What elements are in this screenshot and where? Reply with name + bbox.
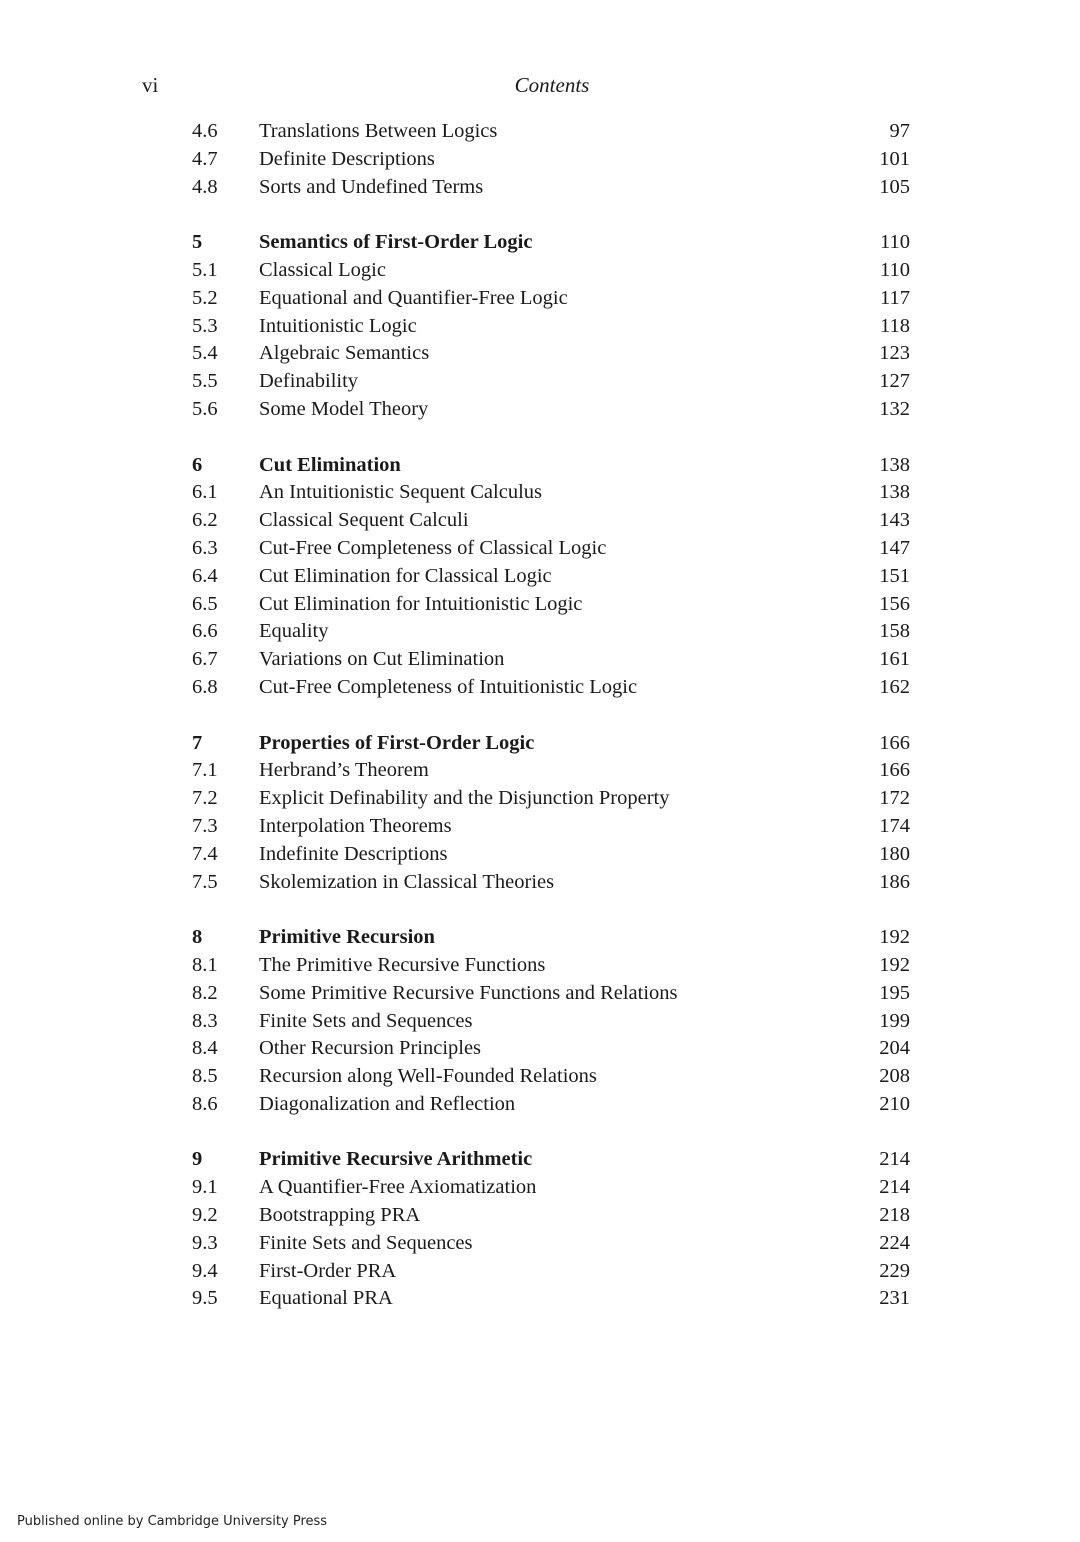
page-number: vi [142,73,159,97]
toc-entry-number: 4.7 [192,147,218,170]
toc-section-entry[interactable] [0,368,1080,396]
toc-entry-title: Cut Elimination for Classical Logic [259,564,552,587]
toc-entry-title: Algebraic Semantics [259,342,430,365]
toc-entry-page: 229 [879,1259,910,1282]
toc-entry-page: 192 [879,953,910,976]
toc-entry-title: Indefinite Descriptions [259,842,448,865]
toc-section-entry[interactable] [0,1230,1080,1258]
toc-entry-title: Skolemization in Classical Theories [259,870,555,893]
toc-entry-number: 8.4 [192,1037,218,1060]
toc-section-entry[interactable] [0,146,1080,174]
toc-entry-title: Explicit Definability and the Disjunction Property [259,787,670,810]
toc-entry-title: Semantics of First-Order Logic [259,231,533,254]
toc-entry-page: 204 [879,1037,910,1060]
toc-section-entry[interactable] [0,1202,1080,1230]
toc-section-entry[interactable] [0,257,1080,285]
toc-section-entry[interactable] [0,313,1080,341]
toc-entry-number: 7.3 [192,814,218,837]
toc-entry-title: Cut Elimination for Intuitionistic Logic [259,592,583,615]
toc-entry-title: First-Order PRA [259,1259,397,1282]
toc-entry-number: 6.3 [192,536,218,559]
running-head: Contents [514,73,590,97]
toc-entry-page: 110 [880,258,910,281]
toc-entry-page: 117 [880,286,910,309]
toc-entry-number: 5.4 [192,342,218,365]
toc-section-entry[interactable] [0,1091,1080,1119]
toc-entry-page: 127 [879,370,910,393]
toc-entry-number: 7 [192,731,203,754]
toc-entry-page: 174 [879,814,910,837]
toc-entry-number: 7.2 [192,787,218,810]
toc-section-entry[interactable] [0,1008,1080,1036]
toc-entry-number: 6.2 [192,509,218,532]
toc-entry-title: Some Model Theory [259,397,429,420]
toc-entry-page: 132 [879,397,910,420]
toc-entry-page: 123 [879,342,910,365]
toc-entry-number: 8.6 [192,1092,218,1115]
toc-entry-number: 8.5 [192,1065,218,1088]
toc-entry-number: 5.1 [192,258,218,281]
toc-section-entry[interactable] [0,813,1080,841]
toc-section-entry[interactable] [0,1063,1080,1091]
toc-entry-number: 7.5 [192,870,218,893]
toc-entry-page: 138 [879,481,910,504]
toc-entry-page: 208 [879,1065,910,1088]
toc-entry-page: 101 [879,147,910,170]
toc-entry-page: 192 [879,926,910,949]
toc-entry-title: Diagonalization and Reflection [259,1092,516,1115]
toc-chapter-entry[interactable] [0,730,1080,758]
toc-entry-number: 6.6 [192,620,218,643]
toc-entry-number: 5.3 [192,314,218,337]
toc-entry-title: Bootstrapping PRA [259,1204,421,1227]
toc-entry-number: 5.2 [192,286,218,309]
toc-section-entry[interactable] [0,1285,1080,1313]
toc-chapter-entry[interactable] [0,229,1080,257]
toc-section-entry[interactable] [0,618,1080,646]
toc-section-entry[interactable] [0,285,1080,313]
toc-entry-title: Equality [259,620,329,643]
publisher-footer: Published online by Cambridge University Press [17,1514,328,1529]
toc-section-entry[interactable] [0,757,1080,785]
toc-entry-title: Cut-Free Completeness of Intuitionistic Logic [259,675,638,698]
toc-entry-number: 6.4 [192,564,218,587]
toc-entry-number: 8 [192,926,203,949]
toc-entry-page: 218 [879,1204,910,1227]
toc-entry-title: Cut-Free Completeness of Classical Logic [259,536,607,559]
table-of-contents [0,118,1080,1313]
toc-entry-number: 8.1 [192,953,218,976]
toc-entry-title: Recursion along Well-Founded Relations [259,1065,597,1088]
toc-entry-title: Primitive Recursion [259,926,435,949]
toc-section-entry[interactable] [0,591,1080,619]
toc-entry-title: An Intuitionistic Sequent Calculus [259,481,542,504]
toc-entry-number: 9.1 [192,1176,218,1199]
toc-entry-page: 166 [879,731,910,754]
toc-entry-page: 186 [879,870,910,893]
toc-section-entry[interactable] [0,646,1080,674]
toc-entry-number: 6 [192,453,203,476]
toc-entry-number: 7.4 [192,842,218,865]
toc-entry-page: 195 [879,981,910,1004]
toc-entry-title: Variations on Cut Elimination [259,648,505,671]
toc-entry-page: 105 [879,175,910,198]
toc-section-entry[interactable] [0,535,1080,563]
toc-entry-page: 214 [879,1148,910,1171]
toc-section-entry[interactable] [0,1258,1080,1286]
toc-section-entry[interactable] [0,952,1080,980]
toc-entry-page: 97 [889,120,910,142]
toc-chapter-entry[interactable] [0,924,1080,952]
toc-entry-title: Primitive Recursive Arithmetic [259,1148,533,1171]
toc-entry-number: 6.8 [192,675,218,698]
toc-chapter-entry[interactable] [0,452,1080,480]
toc-entry-page: 172 [879,787,910,810]
toc-entry-number: 9 [192,1148,203,1171]
toc-entry-page: 214 [879,1176,910,1199]
toc-chapter-entry[interactable] [0,1146,1080,1174]
toc-entry-number: 4.6 [192,120,218,142]
toc-entry-title: Equational and Quantifier-Free Logic [259,286,568,309]
toc-section-entry[interactable] [0,785,1080,813]
toc-entry-number: 5.6 [192,397,218,420]
toc-entry-title: Translations Between Logics [259,120,498,142]
toc-entry-page: 110 [880,231,910,254]
toc-entry-title: Other Recursion Principles [259,1037,482,1060]
toc-section-entry[interactable] [0,118,1080,146]
toc-entry-page: 210 [879,1092,910,1115]
toc-entry-title: Interpolation Theorems [259,814,452,837]
toc-entry-number: 9.4 [192,1259,218,1282]
toc-entry-page: 158 [879,620,910,643]
toc-entry-page: 156 [879,592,910,615]
toc-section-entry[interactable] [0,340,1080,368]
toc-entry-page: 180 [879,842,910,865]
toc-entry-title: Sorts and Undefined Terms [259,175,484,198]
toc-entry-page: 224 [879,1231,910,1254]
toc-entry-page: 162 [879,675,910,698]
toc-entry-number: 8.3 [192,1009,218,1032]
toc-section-entry[interactable] [0,479,1080,507]
toc-entry-number: 6.5 [192,592,218,615]
toc-entry-page: 161 [879,648,910,671]
toc-entry-title: Intuitionistic Logic [259,314,417,337]
toc-section-entry[interactable] [0,980,1080,1008]
toc-entry-title: Classical Logic [259,258,386,281]
toc-entry-number: 5 [192,231,203,254]
toc-section-entry[interactable] [0,1035,1080,1063]
toc-entry-number: 9.3 [192,1231,218,1254]
toc-entry-number: 9.5 [192,1287,218,1310]
toc-entry-number: 4.8 [192,175,218,198]
toc-entry-title: Finite Sets and Sequences [259,1009,473,1032]
toc-section-entry[interactable] [0,507,1080,535]
toc-entry-number: 7.1 [192,759,218,782]
toc-section-entry[interactable] [0,1174,1080,1202]
toc-entry-number: 6.7 [192,648,218,671]
toc-entry-title: Some Primitive Recursive Functions and Relations [259,981,678,1004]
toc-entry-page: 199 [879,1009,910,1032]
toc-entry-title: Properties of First-Order Logic [259,731,535,754]
toc-entry-title: A Quantifier-Free Axiomatization [259,1176,537,1199]
toc-section-entry[interactable] [0,674,1080,702]
toc-entry-title: The Primitive Recursive Functions [259,953,546,976]
toc-entry-title: Definite Descriptions [259,147,435,170]
toc-entry-number: 8.2 [192,981,218,1004]
toc-entry-page: 138 [879,453,910,476]
toc-entry-page: 143 [879,509,910,532]
toc-entry-page: 231 [879,1287,910,1310]
toc-section-entry[interactable] [0,841,1080,869]
toc-entry-page: 151 [879,564,910,587]
toc-section-entry[interactable] [0,563,1080,591]
toc-entry-title: Herbrand’s Theorem [259,759,429,782]
toc-section-entry[interactable] [0,396,1080,424]
toc-section-entry[interactable] [0,174,1080,202]
toc-entry-title: Cut Elimination [259,453,401,476]
toc-entry-number: 9.2 [192,1204,218,1227]
toc-entry-page: 166 [879,759,910,782]
toc-entry-number: 6.1 [192,481,218,504]
toc-entry-page: 118 [880,314,910,337]
toc-entry-page: 147 [879,536,910,559]
toc-entry-title: Finite Sets and Sequences [259,1231,473,1254]
toc-entry-title: Classical Sequent Calculi [259,509,469,532]
toc-section-entry[interactable] [0,869,1080,897]
toc-entry-number: 5.5 [192,370,218,393]
toc-entry-title: Definability [259,370,359,393]
toc-entry-title: Equational PRA [259,1287,393,1310]
